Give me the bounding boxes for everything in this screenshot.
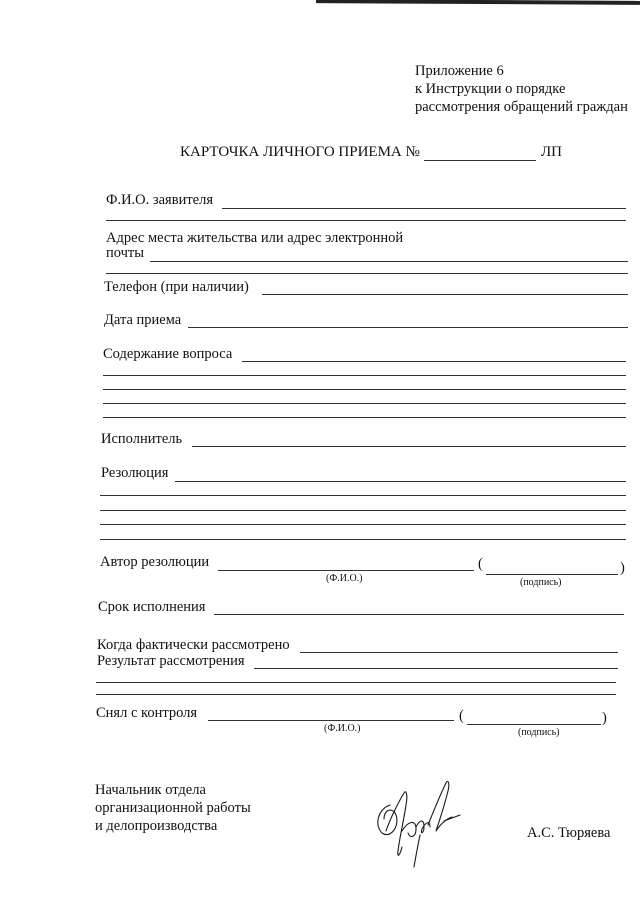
signer-position-3: и делопроизводства (95, 818, 218, 834)
author-fio-caption: (Ф.И.О.) (326, 573, 363, 584)
removed-fio-field[interactable] (208, 720, 454, 721)
resolution-label: Резолюция (101, 465, 169, 481)
address-label: Адрес места жительства или адрес электронной (106, 230, 404, 246)
appendix-reference: к Инструкции о порядке (415, 81, 566, 97)
reviewed-label: Когда фактически рассмотрено (97, 637, 290, 653)
result-label: Результат рассмотрения (97, 653, 245, 669)
resolution-field-line-4[interactable] (100, 524, 626, 525)
result-field-line-2[interactable] (96, 682, 616, 683)
content-field-line-4[interactable] (103, 403, 626, 404)
phone-label: Телефон (при наличии) (104, 279, 249, 295)
card-number-line[interactable] (424, 160, 536, 161)
executor-label: Исполнитель (101, 431, 183, 447)
author-close-paren: ) (620, 560, 625, 576)
fio-field[interactable] (222, 208, 626, 209)
removed-open-paren: ( (459, 708, 464, 724)
signer-name: А.С. Тюряева (527, 825, 611, 841)
deadline-label: Срок исполнения (98, 599, 206, 615)
result-field-line-3[interactable] (96, 694, 616, 695)
address-field[interactable] (150, 261, 628, 262)
content-field-line-3[interactable] (103, 389, 626, 390)
title-suffix: ЛП (541, 144, 563, 160)
reviewed-field[interactable] (300, 652, 618, 653)
signature-icon (360, 775, 470, 875)
deadline-field[interactable] (214, 614, 624, 615)
content-field-line-2[interactable] (103, 375, 626, 376)
removed-signature-caption: (подпись) (518, 727, 560, 738)
date-field[interactable] (188, 327, 628, 328)
resolution-field[interactable] (175, 481, 626, 482)
author-signature-caption: (подпись) (520, 577, 562, 588)
removed-label: Снял с контроля (96, 705, 198, 721)
author-signature-field[interactable] (486, 574, 618, 575)
removed-signature-field[interactable] (467, 724, 601, 725)
removed-close-paren: ) (602, 710, 607, 726)
signer-position-2: организационной работы (95, 800, 251, 816)
content-field-line-5[interactable] (103, 417, 626, 418)
content-field[interactable] (242, 361, 626, 362)
fio-field-line-2[interactable] (106, 220, 626, 221)
appendix-reference-cont: рассмотрения обращений граждан (415, 99, 628, 115)
address-field-line-2[interactable] (106, 273, 628, 274)
executor-field[interactable] (192, 446, 626, 447)
date-label: Дата приема (104, 312, 182, 328)
appendix-number: Приложение 6 (415, 63, 504, 79)
scan-edge-bar (316, 0, 640, 5)
fio-label: Ф.И.О. заявителя (106, 192, 214, 208)
phone-field[interactable] (262, 294, 628, 295)
author-open-paren: ( (478, 556, 483, 572)
address-label-cont: почты (106, 245, 145, 261)
page-title: КАРТОЧКА ЛИЧНОГО ПРИЕМА № (180, 144, 420, 160)
result-field[interactable] (254, 668, 618, 669)
author-fio-field[interactable] (218, 570, 474, 571)
signer-position-1: Начальник отдела (95, 782, 206, 798)
content-label: Содержание вопроса (103, 346, 233, 362)
resolution-field-line-3[interactable] (100, 510, 626, 511)
resolution-field-line-2[interactable] (100, 495, 626, 496)
author-label: Автор резолюции (100, 554, 210, 570)
removed-fio-caption: (Ф.И.О.) (324, 723, 361, 734)
resolution-field-line-5[interactable] (100, 539, 626, 540)
